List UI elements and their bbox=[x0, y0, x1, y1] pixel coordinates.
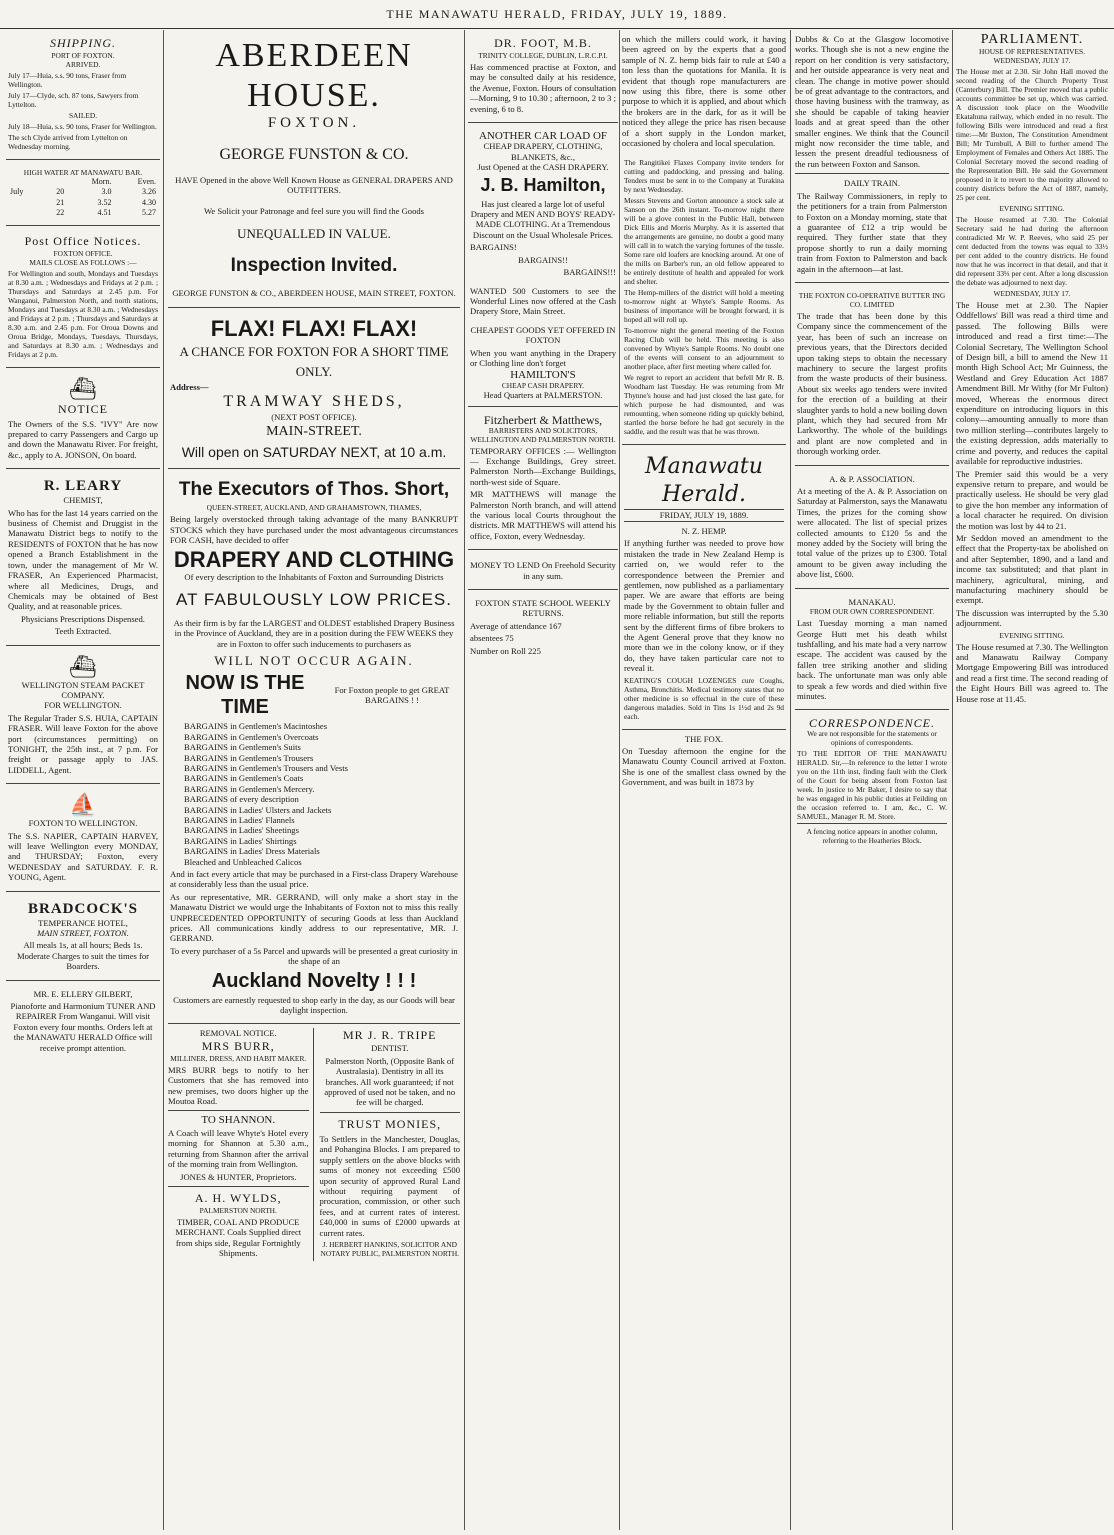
wanted-text: WANTED 500 Customers to see the Wonderful Lines now offered at the Cash Drapery Store, Main Street. bbox=[470, 285, 616, 317]
head-quarters: Head Quarters at PALMERSTON. bbox=[483, 389, 603, 400]
table-cell: 5.27 bbox=[142, 208, 156, 218]
wsp-text: The Regular Trader S.S. HUIA, CAPTAIN FRASER. Will leave Foxton for the above port (circumstances permitting) on TONIGHT, the 25th inst., at 7 p.m. For freight or passage apply to JAS. LIDDELL, Agent. bbox=[8, 712, 158, 775]
piano-text: Pianoforte and Harmonium TUNER AND REPAIRER From Wanganui. Will visit Foxton every four months. Orders left at the MANAWATU HERALD Office will receive prompt attention. bbox=[10, 1001, 156, 1053]
list-item: BARGAINS in Gentlemen's Coats bbox=[184, 773, 304, 784]
bargains-line: BARGAINS! bbox=[470, 242, 517, 253]
school-average: Average of attendance 167 bbox=[470, 620, 562, 631]
chemist-name: R. LEARY bbox=[43, 478, 123, 495]
arrival-item: July 17—Clyde, sch. 87 tons, Sawyers from Lyttelton. bbox=[8, 91, 139, 109]
just-opened: Just Opened at the CASH DRAPERY. bbox=[477, 162, 609, 173]
cheapest-title: CHEAPEST GOODS YET OFFERED IN FOXTON bbox=[470, 324, 616, 346]
table-cell bbox=[8, 198, 42, 208]
rangitikei-note: The Rangitikei Flaxes Company invite tenders for cutting and paddocking, and pressing and baling. Tenders must be sent in to the Company at Turakina by next Wednesday. bbox=[624, 158, 784, 195]
bargains-line: BARGAINS!!! bbox=[563, 267, 616, 278]
mails-close: MAILS CLOSE AS FOLLOWS :— bbox=[29, 257, 137, 267]
column-6 bbox=[956, 32, 1108, 1530]
hotel-sub: TEMPERANCE HOTEL, bbox=[38, 917, 128, 928]
day-heading: WEDNESDAY, JULY 17. bbox=[993, 56, 1071, 65]
school-title: FOXTON STATE SCHOOL WEEKLY RETURNS. bbox=[475, 598, 611, 619]
steamship-icon: ⛵ bbox=[69, 792, 97, 818]
manakau-sub: FROM OUR OWN CORRESPONDENT. bbox=[809, 607, 935, 617]
hamilton-name: J. B. Hamilton, bbox=[480, 174, 606, 195]
correspondence-note: We are not responsible for the statements or opinions of correspondents. bbox=[807, 728, 937, 747]
local-note: Messrs Stevens and Gorton announce a stock sale at Sanson on the 26th instant. To-morrow night there will be a glove contest in the Public Hall, between Dick Ellis and Morris Murphy. As it is asserted that the arrangements are genuine, no doubt a good many will call in to watch the varying fortunes of the tussle. Some rare old loafers are knocking around. At one of the mills on Barber's run, an old fellow appeared to be entirely destitute of health and appealed for work and shelter. bbox=[624, 196, 784, 287]
hemp-text: If anything further was needed to prove how mistaken the trade in New Zealand Hemp is carried on, we would refer to the correspondence between the Premier and gentlemen, now published as a parliamentary paper. We are aware that efforts are being made by the Government to obtain fuller and more reliable information, but still the reports sent by the different firms of fibre brokers to the Agent General prove that they know no more than we in the colony know, or if they do, they have taken particular care not to reveal it. bbox=[624, 538, 784, 674]
chemist-title: CHEMIST, bbox=[63, 495, 103, 506]
hamilton-text: Has just cleared a large lot of useful Drapery and MEN AND BOYS' READY-MADE CLOTHING. At a Tremendous Discount on the Usual Wholesale Prices. bbox=[470, 198, 616, 240]
aberdeen-sign: GEORGE FUNSTON & CO., ABERDEEN HOUSE, MAIN STREET, FOXTON. bbox=[172, 288, 456, 299]
another-car-load: ANOTHER CAR LOAD OF bbox=[478, 130, 608, 143]
fitzherbert-sub: BARRISTERS AND SOLICITORS, WELLINGTON AND PALMERSTON NORTH. bbox=[470, 425, 616, 444]
notice-title: NOTICE bbox=[58, 401, 108, 416]
aberdeen-text: HAVE Opened in the above Well Known House as GENERAL DRAPERS AND OUTFITTERS. bbox=[175, 175, 453, 196]
daily-train-title: DAILY TRAIN. bbox=[844, 178, 900, 189]
arrived-label: ARRIVED. bbox=[65, 60, 101, 69]
tripe-name: MR J. R. TRIPE bbox=[343, 1028, 437, 1043]
trust-sign: J. HERBERT HANKINS, SOLICITOR AND NOTARY PUBLIC, PALMERSTON NORTH. bbox=[320, 1239, 459, 1258]
wylds-name: A. H. WYLDS, bbox=[168, 1186, 309, 1206]
steamship-icon: ⛴ bbox=[69, 375, 97, 401]
table-cell: 3.0 bbox=[101, 187, 112, 197]
table-row bbox=[8, 187, 158, 197]
list-item: BARGAINS in Ladies' Flannels bbox=[184, 814, 295, 825]
hemp-mills-note: The Hemp-millers of the district will hold a meeting to-morrow night at Whyte's Sample Rooms. As business of importance will be brought forward, it is hoped all will roll up. bbox=[624, 288, 784, 325]
column-2 bbox=[168, 32, 460, 1530]
column-rule bbox=[790, 30, 791, 1530]
cheap-cash: CHEAP CASH DRAPERY. bbox=[501, 380, 585, 390]
column-rule bbox=[952, 30, 953, 1530]
biggest-text: As their firm is by far the LARGEST and OLDEST established Drapery Business in the Province of Auckland, they are in a position during the FEW WEEKS they are in Foxton to offer such inducements to purchasers as bbox=[173, 618, 455, 649]
ship-note: The sch Clyde arrived from Lyttelton on Wednesday morning. bbox=[8, 133, 128, 151]
fox-title: THE FOX. bbox=[684, 733, 724, 744]
tramway-sub: (NEXT POST OFFICE). bbox=[271, 412, 357, 423]
bargains-tail: And in fact every article that may be purchased in a First-class Drapery Warehouse at considerably less than the usual price. bbox=[170, 868, 458, 890]
evening-heading: EVENING SITTING. bbox=[999, 204, 1065, 213]
shannon-text: A Coach will leave Whyte's Hotel every morning for Shannon at 5.30 a.m., returning from Shannon after the arrival of the morning train from Wellington. bbox=[168, 1127, 309, 1170]
column-4 bbox=[622, 32, 786, 1530]
table-cell: Morn. bbox=[91, 177, 112, 186]
flax-chance: A CHANCE FOR FOXTON FOR A SHORT TIME ONLY. bbox=[179, 343, 449, 379]
burr-sub: MILLINER, DRESS, AND HABIT MAKER. bbox=[170, 1053, 307, 1063]
column-rule bbox=[464, 30, 465, 1530]
herald-flag: Manawatu Herald. bbox=[645, 454, 763, 508]
bargains-line: BARGAINS!! bbox=[518, 254, 568, 265]
parcel-text: To every purchaser of a 5s Parcel and upwards will be presented a great curiosity in the shape of an bbox=[170, 945, 458, 967]
shipping-title: SHIPPING. bbox=[50, 36, 116, 50]
lead-paragraph: on which the millers could work, it having been agreed on by the experts that a good sample of N. Z. hemp bids fair to rule at £40 a ton less than the quotations for Manila. It is evident that though rope manufacturers are now using this fibre, there is some other purpose to which it is applied, and about which the brokers are in the dark, for as it will be noticed they allege the price has risen because of a short supply in the London market, occasioned by cholera and local speculation. bbox=[622, 34, 786, 149]
wsp-title: WELLINGTON STEAM PACKET COMPANY. bbox=[21, 679, 145, 700]
wylds-text: TIMBER, COAL AND PRODUCE MERCHANT. Coals Supplied direct from ships side, Regular Fortnightly Shipments. bbox=[175, 1216, 302, 1259]
burr-name: MRS BURR, bbox=[201, 1038, 275, 1053]
coop-text: The trade that has been done by this Company since the commencement of the year, has been of such an increase on previous years, that the Directors decided upon taking steps to obtain the necessary machinery to secure the largest profits from the waste products of their business. About six weeks ago tenders were invited for the erection of a building at their slaughter yards to hold a new boiling down plant, which they had secured from Mr Larkworthy. The whole of the buildings and plant are now completed and in thorough working order. bbox=[797, 310, 947, 457]
table-cell: 22 bbox=[56, 208, 65, 218]
ap-title: A. & P. ASSOCIATION. bbox=[829, 473, 915, 484]
table-cell: 4.51 bbox=[97, 208, 112, 218]
notice-text: The Owners of the S.S. "IVY" Are now prepared to carry Passengers and Cargo up and down the Manawatu River. For freight, &c., apply to A. JONSON, On board. bbox=[8, 418, 158, 460]
column-rule bbox=[619, 30, 620, 1530]
drapery-title: DRAPERY AND CLOTHING bbox=[173, 546, 455, 572]
keating-ad: KEATING'S COUGH LOZENGES cure Coughs, Asthma, Bronchitis. Medical testimony states that no other medicine is so effectual in the cure of these dangerous maladies. Sold in Tins 1s 1½d and 2s 9d each. bbox=[624, 675, 784, 721]
mail-schedule: For Wellington and south, Mondays and Tuesdays at 8.30 a.m. ; Wednesdays and Fridays at 2 p.m. ; Thursdays and Saturdays at 2.45 p.m. For Wanganui, Palmerston North, and north stations, Mondays and Tuesdays at 8.30 a.m. ; Wednesdays and Fridays at 2 p.m. ; Thursdays and Saturdays at 8.30 a.m. and 2.45 p.m. For Oroua Downs and Oroua Bridge, Mondays, Tuesdays, Thursdays, and Saturdays at 8.30 a.m. ; Wednesdays and Fridays at 2 p.m. bbox=[8, 268, 158, 359]
daily-train-text: The Railway Commissioners, in reply to the petitioners for a train from Palmerston to Foxton on a Monday morning, state that a guarantee of £12 a trip would be required. They further state that they propose shortly to run a daily morning train from Foxton to Palmerston and back again in the afternoon—at last. bbox=[797, 190, 947, 274]
correspondence-text: TO THE EDITOR OF THE MANAWATU HERALD. Sir,—In reference to the letter I wrote you on the 11th inst, finding fault with the Clerk of the Court for being absent from Foxton last week. In justice to Mr Baker, I desire to say that he was engaged in his public duties at Feilding on the occasion referred to. I am, &c., C. W. SAMUEL, Manager R. M. Store. bbox=[797, 748, 947, 821]
parliament-title: PARLIAMENT. bbox=[980, 32, 1084, 47]
coop-title: THE FOXTON CO-OPERATIVE BUTTER ING CO. LIMITED bbox=[798, 290, 946, 309]
column-rule bbox=[163, 30, 164, 1530]
removal-notice: REMOVAL NOTICE. bbox=[199, 1028, 277, 1039]
table-cell: 20 bbox=[56, 187, 65, 197]
lead-paragraph: Dubbs & Co at the Glasgow locomotive works. Though she is not a new engine the report on her condition is very satisfactory, and her outside appearance is very neat and clean. The change in motive power should be of great advantage to the contractors, and those having business with the tramway, as she should be capable of taking heavier loads and at great speed than the other smaller engines. We think that the Council might now reconsider the time table, and lessen the present dreadful tediousness of the run between Foxton and Sanson. bbox=[795, 34, 949, 169]
parliament-text: The Premier said this would be a very expensive return to prepare, and would be practically useless. He should be very glad to give the hon member any information of a local character he required. On division the motion was lost by 44 to 21. bbox=[956, 468, 1108, 531]
bargains-list bbox=[170, 721, 458, 867]
tramway-sheds: TRAMWAY SHEDS, bbox=[223, 393, 405, 411]
hotel-name: BRADCOCK'S bbox=[27, 900, 138, 917]
chemist-foot: Physicians Prescriptions Dispensed. bbox=[21, 613, 145, 624]
school-absentees: absentees 75 bbox=[470, 633, 514, 644]
hamiltons: HAMILTON'S bbox=[510, 369, 576, 382]
column-5 bbox=[795, 32, 949, 1530]
correspondence-title: CORRESPONDENCE. bbox=[809, 716, 935, 731]
aberdeen-firm: GEORGE FUNSTON & CO. bbox=[219, 146, 409, 163]
tide-title: HIGH WATER AT MANAWATU BAR. bbox=[23, 168, 143, 177]
manakau-title: MANAKAU. bbox=[848, 596, 896, 607]
flax-head: FLAX! FLAX! FLAX! bbox=[210, 315, 418, 341]
port-name: PORT OF FOXTON. bbox=[51, 51, 115, 60]
dentist-label: DENTIST. bbox=[371, 1043, 409, 1054]
list-item: BARGAINS in Gentlemen's Trousers and Vests bbox=[184, 762, 348, 773]
list-item: BARGAINS in Ladies' Sheetings bbox=[184, 825, 299, 836]
shannon-title: TO SHANNON. bbox=[168, 1110, 309, 1125]
column-1 bbox=[6, 32, 160, 1530]
list-item: BARGAINS in Gentlemen's Macintoshes bbox=[184, 721, 328, 732]
accident-note: We regret to report an accident that befell Mr R. B. Woodham last Tuesday. He was returning from Mr Thynne's house and had just closed the last gate, for which purpose he had dismounted, and was remounting, when someone riding up quickly behind, startled the horse before he had got securely in the saddle, and the result was that he was thrown. bbox=[624, 373, 784, 437]
list-item: BARGAINS in Ladies' Dress Materials bbox=[184, 846, 320, 857]
foot-name: DR. FOOT, M.B. bbox=[494, 36, 592, 50]
table-cell: 3.26 bbox=[142, 187, 156, 197]
parliament-text: The House met at 2.30. The Napier Oddfellows' Bill was read a third time and passed. The following Bills were introduced and read a first time:—The Colonial Secretary, The Wellington School of Design bill, a bill to amend the New 11 month High School Act; Mr Guinness, the Westland and Grey Education Act 1887 Amendment Bill. Mr Withy (for Mr Fulton) moved, Whereas the enormous direct expenditure on introducing liquors in this colony—amounting annually to more than two million sterling—contributes largely to the existing depression, adds materially to crime and poverty, and reduces the capital available for reproductive industries. bbox=[956, 300, 1108, 467]
list-item: BARGAINS in Gentlemen's Overcoats bbox=[184, 731, 319, 742]
chemist-foot: Teeth Extracted. bbox=[54, 626, 112, 637]
auckland-novelty: Auckland Novelty ! ! ! bbox=[211, 969, 417, 992]
main-street: MAIN-STREET. bbox=[266, 424, 362, 440]
masthead: THE MANAWATU HERALD, FRIDAY, JULY 19, 1889. bbox=[0, 0, 1114, 29]
burr-text: MRS BURR begs to notify to her Customers that she has removed into new premises, two doors higher up the Moutoa Road. bbox=[168, 1064, 309, 1107]
flax-address: Address— bbox=[170, 381, 209, 392]
table-cell bbox=[42, 177, 66, 187]
table-cell bbox=[8, 208, 42, 218]
fw-text: The S.S. NAPIER, CAPTAIN HARVEY, will leave Wellington every MONDAY, and THURSDAY; Foxton, every WEDNESDAY and SATURDAY. F. R. YOUNG, Agent. bbox=[8, 830, 158, 883]
parliament-text: The discussion was interrupted by the 5.30 adjournment. bbox=[956, 607, 1108, 629]
list-item: BARGAINS in Ladies' Ulsters and Jackets bbox=[184, 804, 332, 815]
local-notes bbox=[622, 152, 786, 445]
parliament-text: The House met at 2.30. Sir John Hall moved the second reading of the Church Property Trust (Canterbury) Bill. The Premier moved that a public accounts committee be set up, which was carried. A discussion took place on the Woodville Ekatahuna railway, which ended in no result. The following Bills were introduced and read a first time:—Mr Buxton, The Constitution Amendment Bill; Mr Turnbull, A Bill to further amend The Employment of Females and Others Act 1885. The Colonial Secretary moved the second reading of the Representation Bill. He said the Government proposed in it to revert to the majority allowed to country districts before the Act of 1887, namely, 25 per cent. bbox=[956, 67, 1108, 202]
aberdeen-town: FOXTON. bbox=[267, 115, 361, 131]
aberdeen-solicit: We Solicit your Patronage and feel sure you will find the Goods bbox=[203, 205, 425, 216]
fitzherbert-name: Fitzherbert & Matthews, bbox=[483, 413, 603, 428]
money-to-lend: MONEY TO LEND On Freehold Security in any sum. bbox=[470, 560, 616, 581]
table-cell: 21 bbox=[56, 197, 65, 207]
evening-heading: EVENING SITTING. bbox=[999, 630, 1065, 640]
tripe-text: Palmerston North, (Opposite Bank of Australasia). Dentistry in all its branches. All work guaranteed; if not approved of used not be taken, and no fee will be charged. bbox=[324, 1055, 456, 1108]
hotel-text: All meals 1s, at all hours; Beds 1s. Moderate Charges to suit the times for Boarders. bbox=[16, 940, 150, 972]
wsp-sub: FOR WELLINGTON. bbox=[44, 700, 122, 711]
herald-date: FRIDAY, JULY 19, 1889. bbox=[624, 509, 784, 521]
list-item: BARGAINS in Gentlemen's Suits bbox=[184, 742, 301, 753]
piano-name: MR. E. ELLERY GILBERT, bbox=[33, 988, 133, 999]
list-item: BARGAINS in Gentlemen's Mercery. bbox=[184, 783, 315, 794]
cheapest-text: When you want anything in the Drapery or Clothing line don't forget bbox=[470, 347, 616, 368]
executors-title: The Executors of Thos. Short, bbox=[178, 479, 450, 501]
aberdeen-inspect: Inspection Invited. bbox=[230, 255, 398, 277]
house-title: HOUSE OF REPRESENTATIVES. bbox=[979, 47, 1085, 56]
table-row bbox=[8, 208, 158, 218]
sailing-item: July 18—Huia, s.s. 90 tons, Fraser for Wellington. bbox=[8, 122, 157, 131]
ap-text: At a meeting of the A. & P. Association on Saturday at Palmerston, says the Manawatu Times, the prizes for the coming show were allocated. The list of special prizes collected amounts to £120 5s and the money added by the Society will bring the total value of the prizes up to £300. Total amount to be given away including the above list, £600. bbox=[797, 486, 947, 580]
table-row bbox=[8, 198, 158, 208]
day-heading: WEDNESDAY, JULY 17. bbox=[993, 289, 1071, 298]
post-office-title: Post Office Notices. bbox=[24, 233, 142, 248]
open-note: Will open on SATURDAY NEXT, at 10 a.m. bbox=[181, 444, 447, 461]
table-cell: July bbox=[10, 187, 24, 197]
parliament-text: Mr Seddon moved an amendment to the effect that the Property-tax be abolished on and after September, 1890, and a land and income tax substituted; and that plant in machinery, agricultural, mining, and manufacturing machinery should be exempt. bbox=[956, 532, 1108, 606]
sailed-label: SAILED. bbox=[68, 111, 98, 120]
aberdeen-title: ABERDEEN HOUSE. bbox=[215, 37, 413, 114]
table-cell: 4.30 bbox=[142, 197, 156, 207]
list-item: Bleached and Unbleached Calicos bbox=[184, 856, 302, 867]
fitzherbert-text: TEMPORARY OFFICES :— Wellington — Exchange Buildings, Grey street. Palmerston North—Exchange Buildings, north-west side of Square. bbox=[470, 445, 616, 487]
chemist-text: Who has for the last 14 years carried on the business of Chemist and Druggist in the Manawatu District begs to notify to the RESIDENTS of FOXTON that he has now opened a Branch Establishment in the town, under the management of Mr W. FRASER, An Experienced Pharmacist, where all Medicines, Drugs, and Chemicals may be obtained of Best Quality, and at reasonable prices. bbox=[8, 507, 158, 612]
matthews-text: MR MATTHEWS will manage the Palmerston North branch, and will attend the various local Courts throughout the districts. MR MATTHEWS will attend his office, Foxton, every Wednesday. bbox=[470, 489, 616, 541]
now-side: For Foxton people to get GREAT BARGAINS ! ! bbox=[334, 684, 450, 706]
racing-note: To-morrow night the general meeting of the Foxton Racing Club will be held. This meeting is also convened by Whyte's Sample Rooms. No doubt one of the events will consent to an adjournment to another place, after first meeting where called for. bbox=[624, 326, 784, 372]
aberdeen-unequalled: UNEQUALLED IN VALUE. bbox=[237, 226, 391, 242]
table-cell: Even. bbox=[137, 177, 156, 186]
post-office-sub: FOXTON OFFICE. bbox=[53, 248, 113, 258]
drapery-sub: Of every description to the Inhabitants of Foxton and Surrounding Districts bbox=[184, 571, 444, 582]
school-roll: Number on Roll 225 bbox=[470, 645, 541, 656]
fox-text: On Tuesday afternoon the engine for the Manawatu County Council arrived at Foxton. She is one of the smallest class owned by the Government, and was built in 1873 by bbox=[622, 745, 786, 788]
table-cell bbox=[8, 177, 42, 187]
list-item: BARGAINS in Gentlemen's Trousers bbox=[184, 752, 314, 763]
table-row bbox=[8, 177, 158, 187]
fabulous-prices: AT FABULOUSLY LOW PRICES. bbox=[176, 590, 452, 610]
executors-text: Being largely overstocked through taking advantage of the many BANKRUPT STOCKS which they have purchased under the most advantageous circumstances FOR CASH, have decided to offer bbox=[170, 514, 458, 546]
table-cell: 3.52 bbox=[97, 197, 112, 207]
foot-text: Has commenced practise at Foxton, and may be consulted daily at his residence, the Avenue, Foxton. Hours of consultation—Morning, 9 to 10.30 ; afternoon, 2 to 3 ; evening, 6 to 8. bbox=[470, 62, 616, 114]
parliament-text: The House resumed at 7.30. The Wellington and Manawatu Railway Company Mortgage Empowering Bill was introduced and read a first time. The second reading of the Eight Hours Bill was agreed to. The House rose at 11.45. bbox=[956, 641, 1108, 704]
steamship-icon: ⛴ bbox=[69, 653, 97, 679]
shannon-sign: JONES & HUNTER, Proprietors. bbox=[180, 1171, 297, 1182]
wylds-sub: PALMERSTON NORTH. bbox=[199, 1205, 277, 1215]
executors-address: QUEEN-STREET, AUCKLAND, AND GRAHAMSTOWN, THAMES, bbox=[206, 503, 422, 513]
fencing-note: A fencing notice appears in another column, referring to the Heatheries Block. bbox=[797, 823, 947, 845]
parliament-text: The House resumed at 7.30. The Colonial Secretary said he had during the afternoon contradicted Mr W. P. Reeves, who said 25 per cent deducted from the towns was equal to 33½ per cent added to the country districts. He found now that he was incorrect in that detail, and that it did represent 33⅓ per cent. After a long discussion the debate was adjourned to next day. bbox=[956, 215, 1108, 287]
trust-text: To Settlers in the Manchester, Douglas, and Pohangina Blocks. I am prepared to supply settlers on the above blocks with sums of money not exceeding £500 upon security of approved Rural Land without requiring payment of procuration, commission, or other such fees, and at current rates of interest. £40,000 in sums of £2000 upwards at current rates. bbox=[319, 1133, 460, 1238]
representative-text: As our representative, MR. GERRAND, will only make a short stay in the Manawatu District we would urge the Inhabitants of Foxton not to miss this really UNPRECEDENTED OPPORTUNITY of securing Goods at less than Auckland prices. All communications kindly address to our representative, MR. J. GERRAND. bbox=[170, 891, 458, 944]
trust-monies-title: TRUST MONIES, bbox=[320, 1112, 461, 1132]
hotel-address: MAIN STREET, FOXTON. bbox=[37, 928, 129, 939]
cheap-drapery: CHEAP DRAPERY, CLOTHING, BLANKETS, &c., bbox=[483, 141, 603, 162]
nz-hemp-title: N. Z. HEMP. bbox=[681, 525, 727, 536]
column-3 bbox=[468, 32, 618, 1530]
tide-table bbox=[8, 177, 158, 219]
now-is-the-time: NOW IS THE TIME bbox=[185, 672, 305, 719]
list-item: BARGAINS in Ladies' Shirtings bbox=[184, 835, 297, 846]
fw-title: FOXTON TO WELLINGTON. bbox=[28, 818, 138, 829]
manakau-text: Last Tuesday morning a man named George Hutt met his death whilst tushfalling, and his mate had a very narrow escape. The accident was caused by the fallen tree striking another and sliding back. The unfortunate man was only able to speak a few words and died within five minutes. bbox=[797, 618, 947, 701]
foot-sub: TRINITY COLLEGE, DUBLIN, L.R.C.P.I. bbox=[478, 51, 608, 60]
list-item: BARGAINS of every description bbox=[184, 794, 299, 805]
early-note: Customers are earnestly requested to shop early in the day, as our Goods will bear daylight inspection. bbox=[173, 994, 455, 1016]
will-not-occur: WILL NOT OCCUR AGAIN. bbox=[214, 653, 414, 669]
arrival-item: July 17—Huia, s.s. 90 tons, Fraser from Wellington. bbox=[8, 71, 127, 89]
